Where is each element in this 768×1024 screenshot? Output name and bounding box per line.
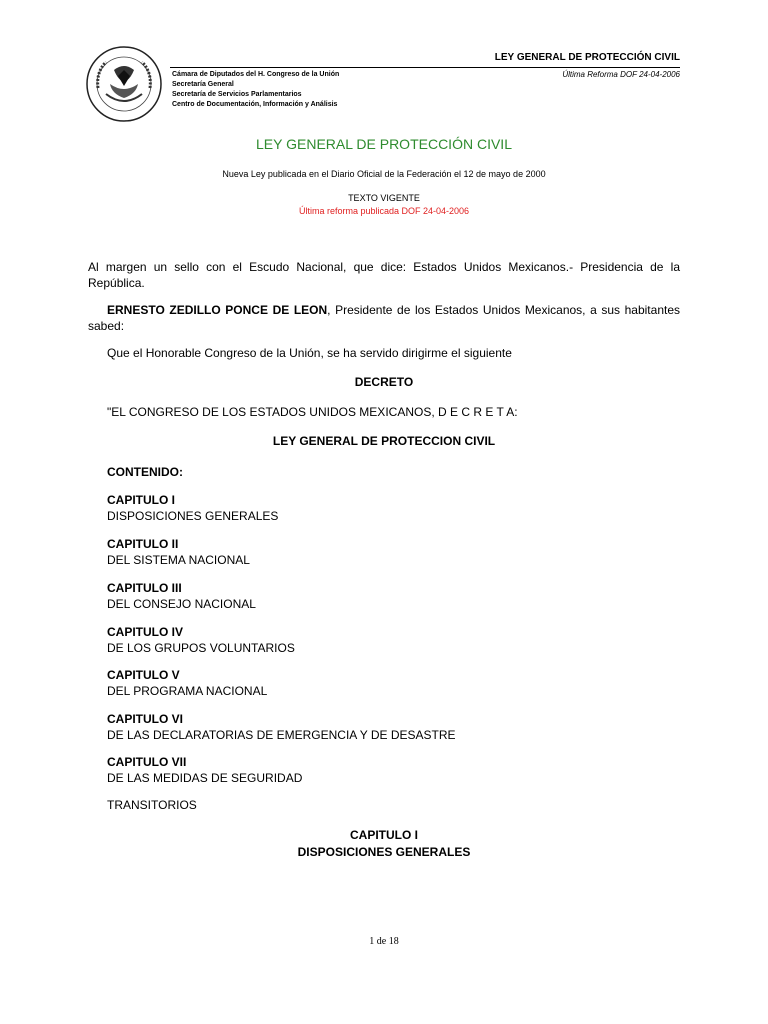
toc-chapter-name: DEL PROGRAMA NACIONAL [107,684,268,698]
toc-chapter-name: DEL SISTEMA NACIONAL [107,553,250,567]
toc-chapter-name: DEL CONSEJO NACIONAL [107,597,256,611]
toc-item [107,580,256,612]
congress-paragraph: Que el Honorable Congreso de la Unión, se ha servido dirigirme el siguiente [107,346,512,360]
decree-heading: DECRETO [354,375,414,389]
contents-label: CONTENIDO: [107,465,183,479]
toc-item [107,754,302,786]
header-title: LEY GENERAL DE PROTECCIÓN CIVIL [494,52,680,63]
toc-item [107,536,250,568]
status-label: TEXTO VIGENTE [348,193,420,203]
header-line: Cámara de Diputados del H. Congreso de la Unión [172,71,340,78]
toc-transitorios: TRANSITORIOS [107,798,197,812]
page-number: 1 de 18 [369,936,399,947]
coat-of-arms-seal-icon [84,44,164,124]
toc-chapter-label: CAPITULO VII [107,755,187,769]
toc-chapter-label: CAPITULO VI [107,712,184,726]
header-line: Centro de Documentación, Información y Análisis [172,101,338,108]
chapter-heading-label: CAPITULO I [350,828,418,842]
header-rule [170,67,680,68]
toc-chapter-label: CAPITULO II [107,537,179,551]
margin-note-paragraph: Al margen un sello con el Escudo Nacional, que dice: Estados Unidos Mexicanos.- Presidencia de la República. [88,260,680,290]
header-reform-date: Última Reforma DOF 24-04-2006 [562,70,680,79]
president-text: , Presidente de los Estados Unidos Mexicanos, a sus habitantes sabed: [88,303,681,333]
header-institution [172,70,339,110]
chapter-heading-name: DISPOSICIONES GENERALES [297,845,471,859]
document-title: LEY GENERAL DE PROTECCIÓN CIVIL [256,136,512,152]
toc-item [107,711,456,743]
header-line: Secretaría de Servicios Parlamentarios [172,91,302,98]
toc-chapter-name: DE LAS DECLARATORIAS DE EMERGENCIA Y DE DESASTRE [107,728,456,742]
toc-item [107,492,278,524]
toc-item [107,667,267,699]
toc-item [107,624,295,656]
president-name: ERNESTO ZEDILLO PONCE DE LEON [107,303,328,317]
chapter-heading [88,827,680,861]
toc-chapter-label: CAPITULO I [107,493,175,507]
toc-chapter-label: CAPITULO III [107,581,182,595]
last-reform-note: Última reforma publicada DOF 24-04-2006 [298,206,470,216]
toc-chapter-name: DISPOSICIONES GENERALES [107,509,279,523]
law-heading: LEY GENERAL DE PROTECCION CIVIL [272,434,496,448]
toc-chapter-label: CAPITULO V [107,668,180,682]
toc-chapter-name: DE LAS MEDIDAS DE SEGURIDAD [107,771,303,785]
toc-chapter-name: DE LOS GRUPOS VOLUNTARIOS [107,641,295,655]
toc-chapter-label: CAPITULO IV [107,625,184,639]
decree-text: "EL CONGRESO DE LOS ESTADOS UNIDOS MEXICANOS, D E C R E T A: [107,405,518,419]
president-paragraph [88,302,680,334]
header-line: Secretaría General [172,81,234,88]
publication-note: Nueva Ley publicada en el Diario Oficial de la Federación el 12 de mayo de 2000 [222,169,546,179]
